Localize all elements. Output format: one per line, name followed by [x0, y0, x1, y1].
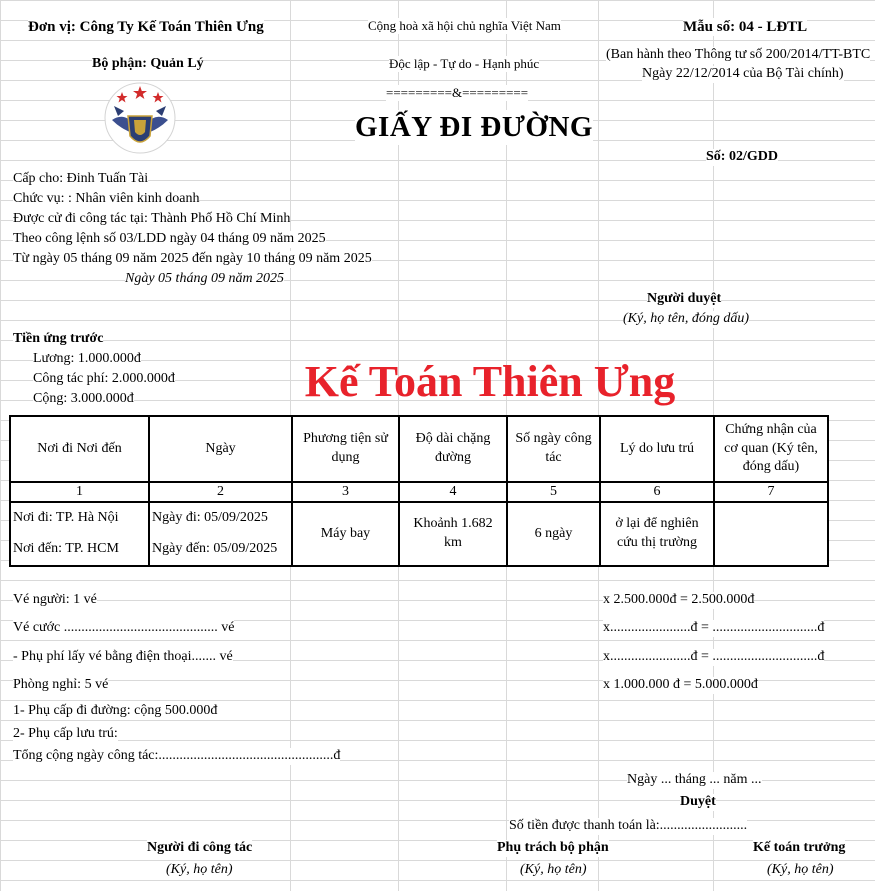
table-row [10, 502, 828, 566]
header-cell: Chứng nhận của cơ quan (Ký tên, đóng dấu) [714, 416, 828, 482]
unit-name: Đơn vị: Công Ty Kế Toán Thiên Ưng [28, 19, 264, 35]
total-work-days: Tổng cộng ngày công tác:..................................................đ [13, 748, 341, 763]
order-reference: Theo công lệnh số 03/LDD ngày 04 tháng 09 năm 2025 [13, 231, 326, 246]
header-cell: Ngày [149, 416, 292, 482]
column-number: 3 [292, 482, 399, 502]
column-number: 2 [149, 482, 292, 502]
form-number: Mẫu số: 04 - LĐTL [683, 19, 808, 35]
stay-allowance: 2- Phụ cấp lưu trú: [13, 726, 118, 741]
certification-cell [714, 502, 828, 566]
phone-booking-fee: - Phụ phí lấy vé bằng điện thoại....... vé [13, 649, 233, 664]
freight-ticket-amount: x.......................đ = ..............................đ [603, 620, 825, 635]
signer-note-department: (Ký, họ tên) [520, 862, 587, 877]
signing-date: Ngày ... tháng ... năm ... [627, 772, 762, 787]
signer-title-department: Phụ trách bộ phận [497, 840, 609, 855]
approved-label: Duyệt [680, 794, 716, 809]
advance-fee: Công tác phí: 2.000.000đ [33, 371, 175, 386]
payable-amount: Số tiền được thanh toán là:......................... [509, 818, 748, 833]
route-from: Nơi đi: TP. Hà Nội [13, 510, 119, 526]
signer-note-chief-accountant: (Ký, họ tên) [767, 862, 834, 877]
table-header-row [10, 416, 828, 482]
column-number: 1 [10, 482, 149, 502]
issued-date: Ngày 22/12/2014 của Bộ Tài chính) [642, 66, 844, 81]
document-number: Số: 02/GDD [706, 149, 778, 164]
approver-signature-note: (Ký, họ tên, đóng dấu) [623, 311, 749, 326]
header-cell: Số ngày công tác [507, 416, 600, 482]
watermark: Kế Toán Thiên Ưng [304, 357, 676, 406]
header-cell: Phương tiện sử dụng [292, 416, 399, 482]
passenger-ticket-amount: x 2.500.000đ = 2.500.000đ [603, 592, 755, 607]
department-name: Bộ phận: Quản Lý [92, 56, 204, 71]
motto: Độc lập - Tự do - Hạnh phúc [389, 56, 540, 71]
vehicle-cell: Máy bay [292, 502, 399, 566]
signer-title-chief-accountant: Kế toán trưởng [753, 840, 846, 855]
position: Chức vụ: : Nhân viên kinh doanh [13, 191, 200, 206]
header-cell: Nơi đi Nơi đến [10, 416, 149, 482]
route-to: Nơi đến: TP. HCM [13, 541, 119, 557]
reason-cell: ở lại để nghiên cứu thị trường [600, 502, 714, 566]
travel-allowance: 1- Phụ cấp đi đường: cộng 500.000đ [13, 703, 218, 718]
date-cell [149, 502, 292, 566]
column-number: 6 [600, 482, 714, 502]
header-separator: =========&========= [386, 85, 529, 100]
document-title: GIẤY ĐI ĐƯỜNG [355, 111, 593, 143]
header-cell: Độ dài chặng đường [399, 416, 507, 482]
header-cell: Lý do lưu trú [600, 416, 714, 482]
days-cell: 6 ngày [507, 502, 600, 566]
date-departure: Ngày đi: 05/09/2025 [152, 510, 268, 526]
route-cell [10, 502, 149, 566]
document-date: Ngày 05 tháng 09 năm 2025 [125, 271, 285, 286]
advance-salary: Lương: 1.000.000đ [33, 351, 141, 366]
room-ticket: Phòng nghỉ: 5 vé [13, 677, 109, 692]
republic-heading: Cộng hoà xã hội chủ nghĩa Việt Nam [368, 18, 561, 33]
travel-table [9, 415, 829, 567]
freight-ticket: Vé cước ............................................ vé [13, 620, 235, 635]
approver-title: Người duyệt [647, 291, 722, 306]
column-number: 7 [714, 482, 828, 502]
signer-note-traveler: (Ký, họ tên) [166, 862, 233, 877]
column-number: 4 [399, 482, 507, 502]
assigned-location: Được cử đi công tác tại: Thành Phố Hồ Chí Minh [13, 211, 291, 226]
passenger-ticket: Vé người: 1 vé [13, 592, 97, 607]
issued-to: Cấp cho: Đinh Tuấn Tài [13, 171, 149, 186]
issued-regulation: (Ban hành theo Thông tư số 200/2014/TT-BTC [606, 47, 871, 62]
travel-period: Từ ngày 05 tháng 09 năm 2025 đến ngày 10 tháng 09 năm 2025 [13, 251, 372, 266]
phone-booking-amount: x.......................đ = ..............................đ [603, 649, 825, 664]
date-arrival: Ngày đến: 05/09/2025 [152, 541, 278, 557]
column-number: 5 [507, 482, 600, 502]
advance-total: Cộng: 3.000.000đ [33, 391, 134, 406]
company-logo [104, 80, 176, 156]
signer-title-traveler: Người đi công tác [147, 840, 253, 855]
advance-title: Tiền ứng trước [13, 331, 104, 346]
table-number-row [10, 482, 828, 502]
room-amount: x 1.000.000 đ = 5.000.000đ [603, 677, 758, 692]
distance-cell: Khoảnh 1.682 km [399, 502, 507, 566]
